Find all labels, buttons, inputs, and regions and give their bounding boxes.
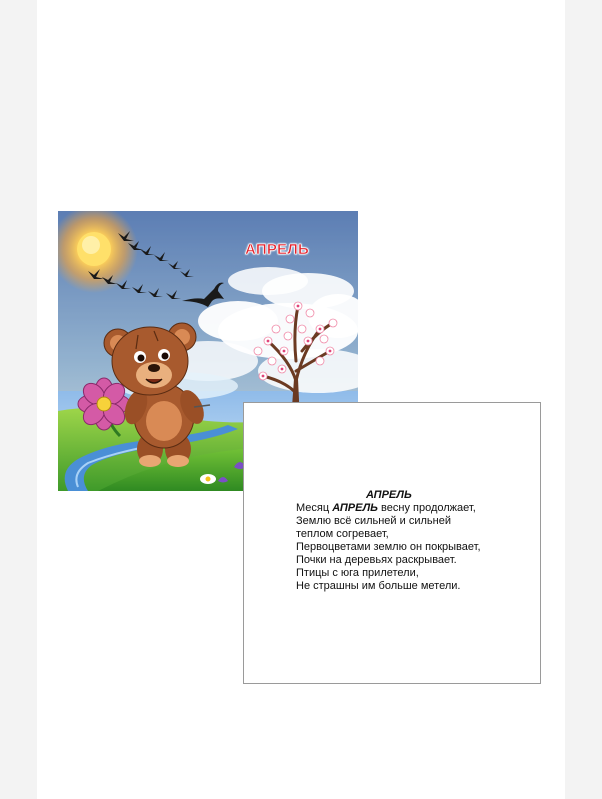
poem-line-7: Не страшны им больше метели. [296,580,461,592]
poem-line-3: теплом согревает, [296,528,389,540]
poem-line-6: Птицы с юга прилетели, [296,567,419,579]
poem [296,489,536,593]
poem-line-1-before: Месяц [296,502,333,514]
poem-line-1-after: весну продолжает, [377,502,476,514]
poem-line-2: Землю всё сильней и сильней [296,515,451,527]
picture-card-title: АПРЕЛЬ [245,241,309,258]
poem-title: АПРЕЛЬ [366,489,412,501]
poem-line-4: Первоцветами землю он покрывает, [296,541,481,553]
poem-line-1 [296,502,536,515]
poem-card [243,402,541,684]
poem-line-5: Почки на деревьях раскрывает. [296,554,457,566]
poem-line-1-emphasis: АПРЕЛЬ [332,502,378,514]
